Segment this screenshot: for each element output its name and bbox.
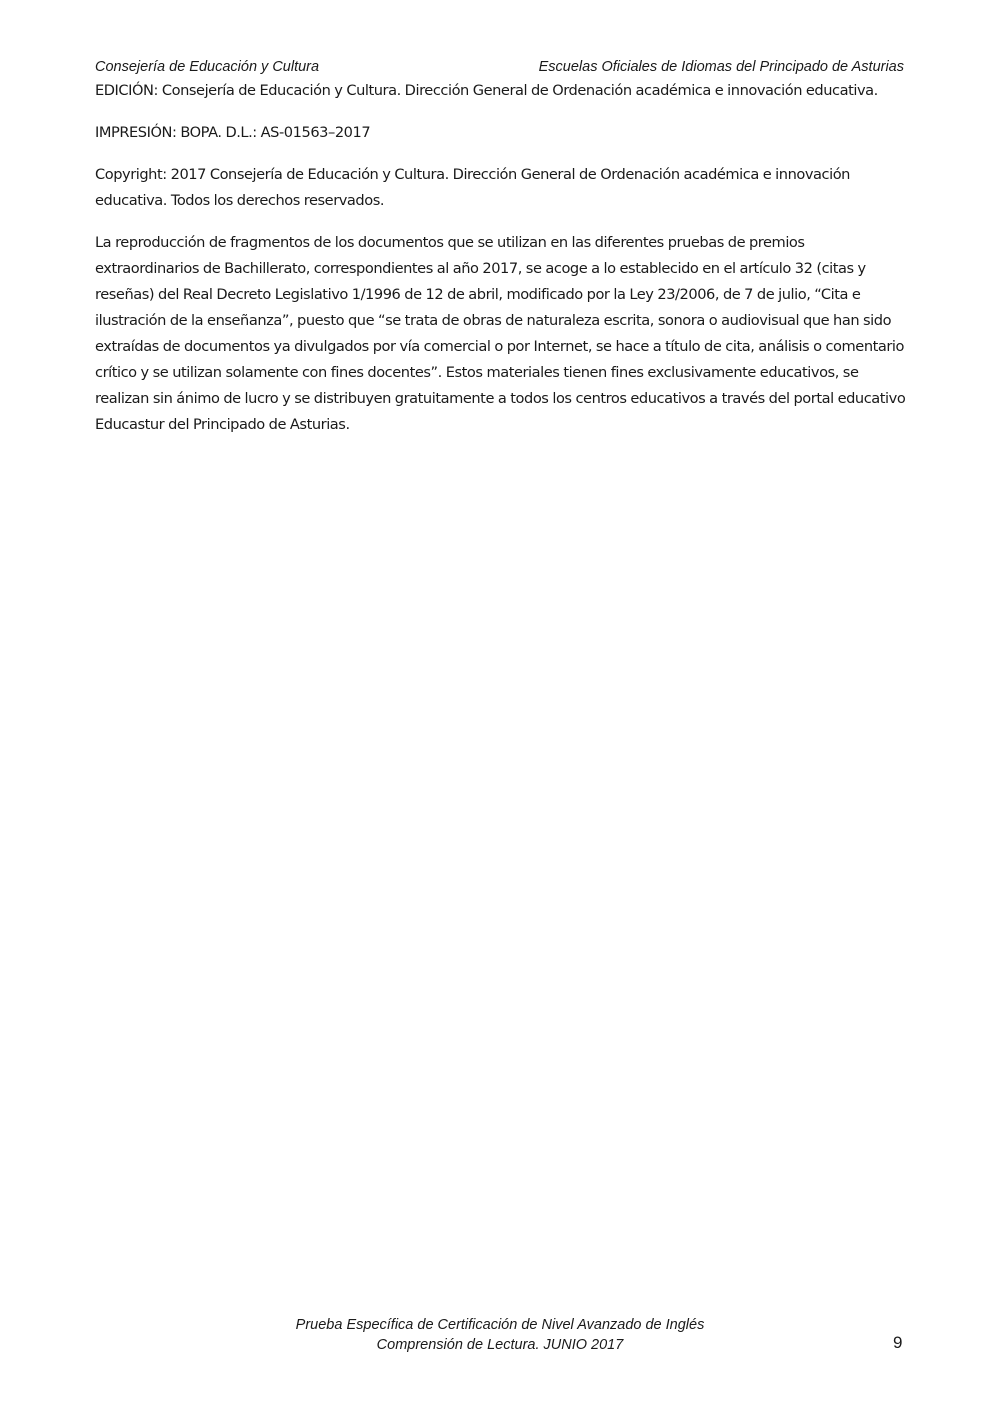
page-footer	[0, 1315, 1000, 1355]
copyright-paragraph: Copyright: 2017 Consejería de Educación y Cultura. Dirección General de Ordenación académica e innovación educativa. Todos los derechos reservados.	[95, 166, 850, 209]
document-body	[95, 78, 907, 454]
footer-exam-title: Prueba Específica de Certificación de Nivel Avanzado de Inglés	[295, 1317, 705, 1333]
footer-exam-section: Comprensión de Lectura. JUNIO 2017	[376, 1337, 624, 1353]
printing-paragraph: IMPRESIÓN: BOPA. D.L.: AS-01563–2017	[95, 124, 371, 141]
header-institution: Escuelas Oficiales de Idiomas del Principado de Asturias	[538, 59, 904, 75]
page-number: 9	[893, 1333, 903, 1352]
edition-paragraph: EDICIÓN: Consejería de Educación y Cultura. Dirección General de Ordenación académica e innovación educativa.	[95, 82, 878, 99]
reproduction-notice-paragraph: La reproducción de fragmentos de los documentos que se utilizan en las diferentes pruebas de premios extraordinarios de Bachillerato, correspondientes al año 2017, se acoge a lo establecido en el artículo 32 (citas y reseñas) del Real Decreto Legislativo 1/1996 de 12 de abril, modificado por la Ley 23/2006, de 7 de julio, “Cita e ilustración de la enseñanza”, puesto que “se trata de obras de naturaleza escrita, sonora o audiovisual que han sido extraídas de documentos ya divulgados por vía comercial o por Internet, se hace a título de cita, análisis o comentario crítico y se utilizan solamente con fines docentes”. Estos materiales tienen fines exclusivamente educativos, se realizan sin ánimo de lucro y se distribuyen gratuitamente a todos los centros educativos a través del portal educativo Educastur del Principado de Asturias.	[95, 234, 906, 433]
header-department: Consejería de Educación y Cultura	[95, 59, 320, 75]
